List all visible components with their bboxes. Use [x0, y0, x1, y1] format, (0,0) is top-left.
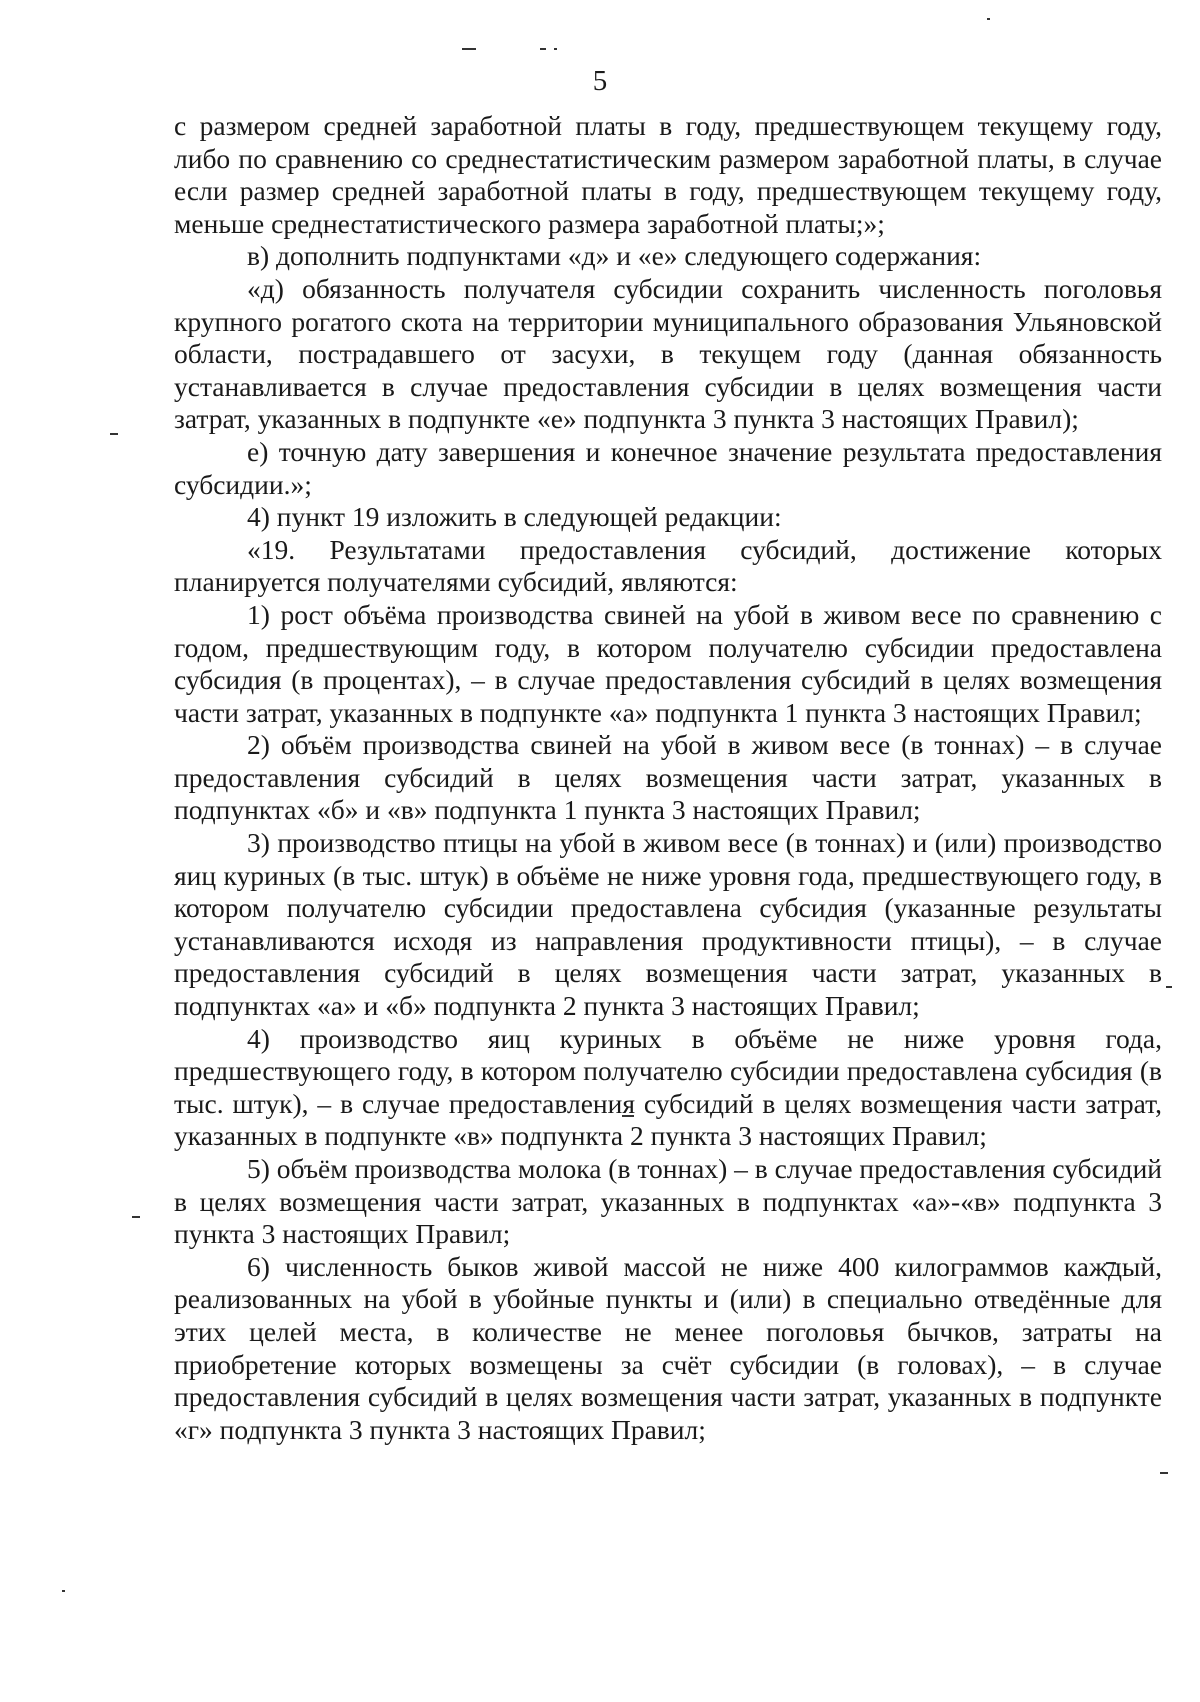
paragraph: 2) объём производства свиней на убой в живом весе (в тоннах) – в случае предоставления субсидий в целях возмещения части затрат, указанных в подпунктах «б» и «в» подпункта 1 пункта 3 настоящих Правил;: [174, 729, 1162, 826]
paragraph: 1) рост объёма производства свиней на убой в живом весе по сравнению с годом, предшествующим году, в котором получателю субсидии предоставлена субсидия (в процентах), – в случае предоставления субсидий в целях возмещения части затрат, указанных в подпункте «а» подпункта 1 пункта 3 настоящих Правил;: [174, 598, 1162, 728]
document-body: [174, 110, 1162, 1446]
paragraph: 4) производство яиц куриных в объёме не ниже уровня года, предшествующего году, в котором получателю субсидии предоставлена субсидия (в тыс. штук), – в случае предоставления субсидий в целях возмещения части затрат, указанных в подпункте «в» подпункта 2 пункта 3 настоящих Правил;: [174, 1022, 1162, 1152]
paragraph: 3) производство птицы на убой в живом весе (в тоннах) и (или) производство яиц куриных (в тыс. штук) в объёме не ниже уровня года, предшествующего году, в котором получателю субсидии предоставлена субсидия (указанные результаты устанавливаются исходя из направления продуктивности птицы), – в случае предоставления субсидий в целях возмещения части затрат, указанных в подпунктах «а» и «б» подпункта 2 пункта 3 настоящих Правил;: [174, 827, 1162, 1022]
paragraph: «19. Результатами предоставления субсидий, достижение которых планируется получателями субсидий, являются:: [174, 533, 1162, 598]
paragraph: «д) обязанность получателя субсидии сохранить численность поголовья крупного рогатого скота на территории муниципального образования Ульяновской области, пострадавшего от засухи, в текущем году (данная обязанность устанавливается в случае предоставления субсидии в целях возмещения части затрат, указанных в подпункте «е» подпункта 3 пункта 3 настоящих Правил);: [174, 272, 1162, 435]
paragraph: е) точную дату завершения и конечное значение результата предоставления субсидии.»;: [174, 435, 1162, 500]
paragraph: в) дополнить подпунктами «д» и «е» следующего содержания:: [247, 240, 982, 272]
paragraph: с размером средней заработной платы в году, предшествующем текущему году, либо по сравнению со среднестатистическим размером заработной платы, в случае если размер средней заработной платы в году, предшествующем текущему году, меньше среднестатистического размера заработной платы;»;: [174, 110, 1162, 239]
paragraph: 6) численность быков живой массой не ниже 400 килограммов каждый, реализованных на убой в убойные пункты и (или) в специально отведённые для этих целей места, в количестве не менее поголовья бычков, затраты на приобретение которых возмещены за счёт субсидии (в головах), – в случае предоставления субсидий в целях возмещения части затрат, указанных в подпункте «г» подпункта 3 пункта 3 настоящих Правил;: [174, 1250, 1162, 1445]
paragraph: 4) пункт 19 изложить в следующей редакции:: [247, 501, 782, 533]
paragraph: 5) объём производства молока (в тоннах) – в случае предоставления субсидий в целях возмещения части затрат, указанных в подпунктах «а»-«в» подпункта 3 пункта 3 настоящих Правил;: [174, 1153, 1163, 1250]
page-number: 5: [592, 65, 608, 97]
